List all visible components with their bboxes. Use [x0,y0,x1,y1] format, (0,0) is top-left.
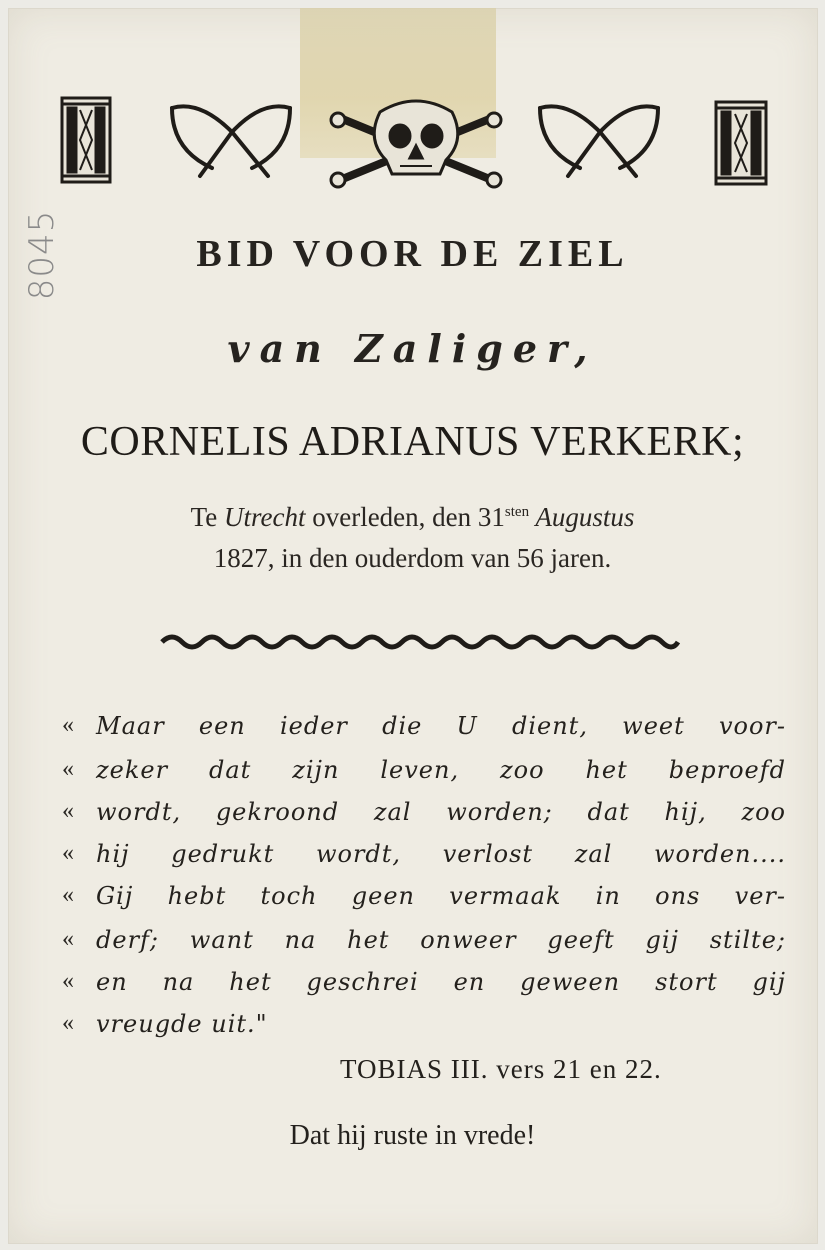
deceased-name: CORNELIS ADRIANUS VERKERK; [80,419,745,465]
hourglass-icon-right [716,102,766,184]
quote-mark: « [62,1010,74,1036]
scripture-reference: TOBIAS III. vers 21 en 22. [340,1054,662,1084]
quote-mark: « [62,798,74,824]
ornament-row [0,0,825,200]
catalog-number: 8045 [22,209,62,301]
prayer-heading: BID VOOR DE ZIEL [196,233,629,275]
quote-line: wordt, gekroond zal worden; dat hij, zoo [96,798,786,826]
scythes-icon-right [540,106,658,176]
quote-mark: « [62,882,74,908]
age-line: 1827, in den ouderdom van 56 jaren. [213,543,612,573]
scythes-icon-left [172,106,290,176]
death-place: Utrecht [223,502,306,532]
subheading: van Zaliger, [227,326,598,371]
quote-line: derf; want na het onweer geeft gij stilte; [96,926,786,954]
skull-crossbones-icon [331,101,501,187]
quote-line: Maar een ieder die U dient, weet voor- [96,712,786,740]
death-month: Augustus [529,502,635,532]
quote-line: zeker dat zijn leven, zoo het beproefd [96,756,786,784]
quote-mark: « [62,968,74,994]
ordinal-suffix: sten [504,504,530,520]
quote-line: vreugde uit." [96,1010,268,1038]
wave-divider [160,628,680,658]
death-day: overleden, den 31 [305,502,505,532]
quote-mark: « [62,840,74,866]
quote-mark: « [62,756,74,782]
quote-line: en na het geschrei en geween stort gij [96,968,786,996]
prefix: Te [190,502,224,532]
hourglass-icon-left [62,98,110,182]
quote-mark: « [62,926,74,952]
death-date-line [0,502,825,533]
quote-mark: « [62,712,74,738]
closing-prayer: Dat hij ruste in vrede! [289,1120,536,1151]
quote-line: Gij hebt toch geen vermaak in ons ver- [96,882,786,910]
quote-line: hij gedrukt wordt, verlost zal worden.... [96,840,786,868]
